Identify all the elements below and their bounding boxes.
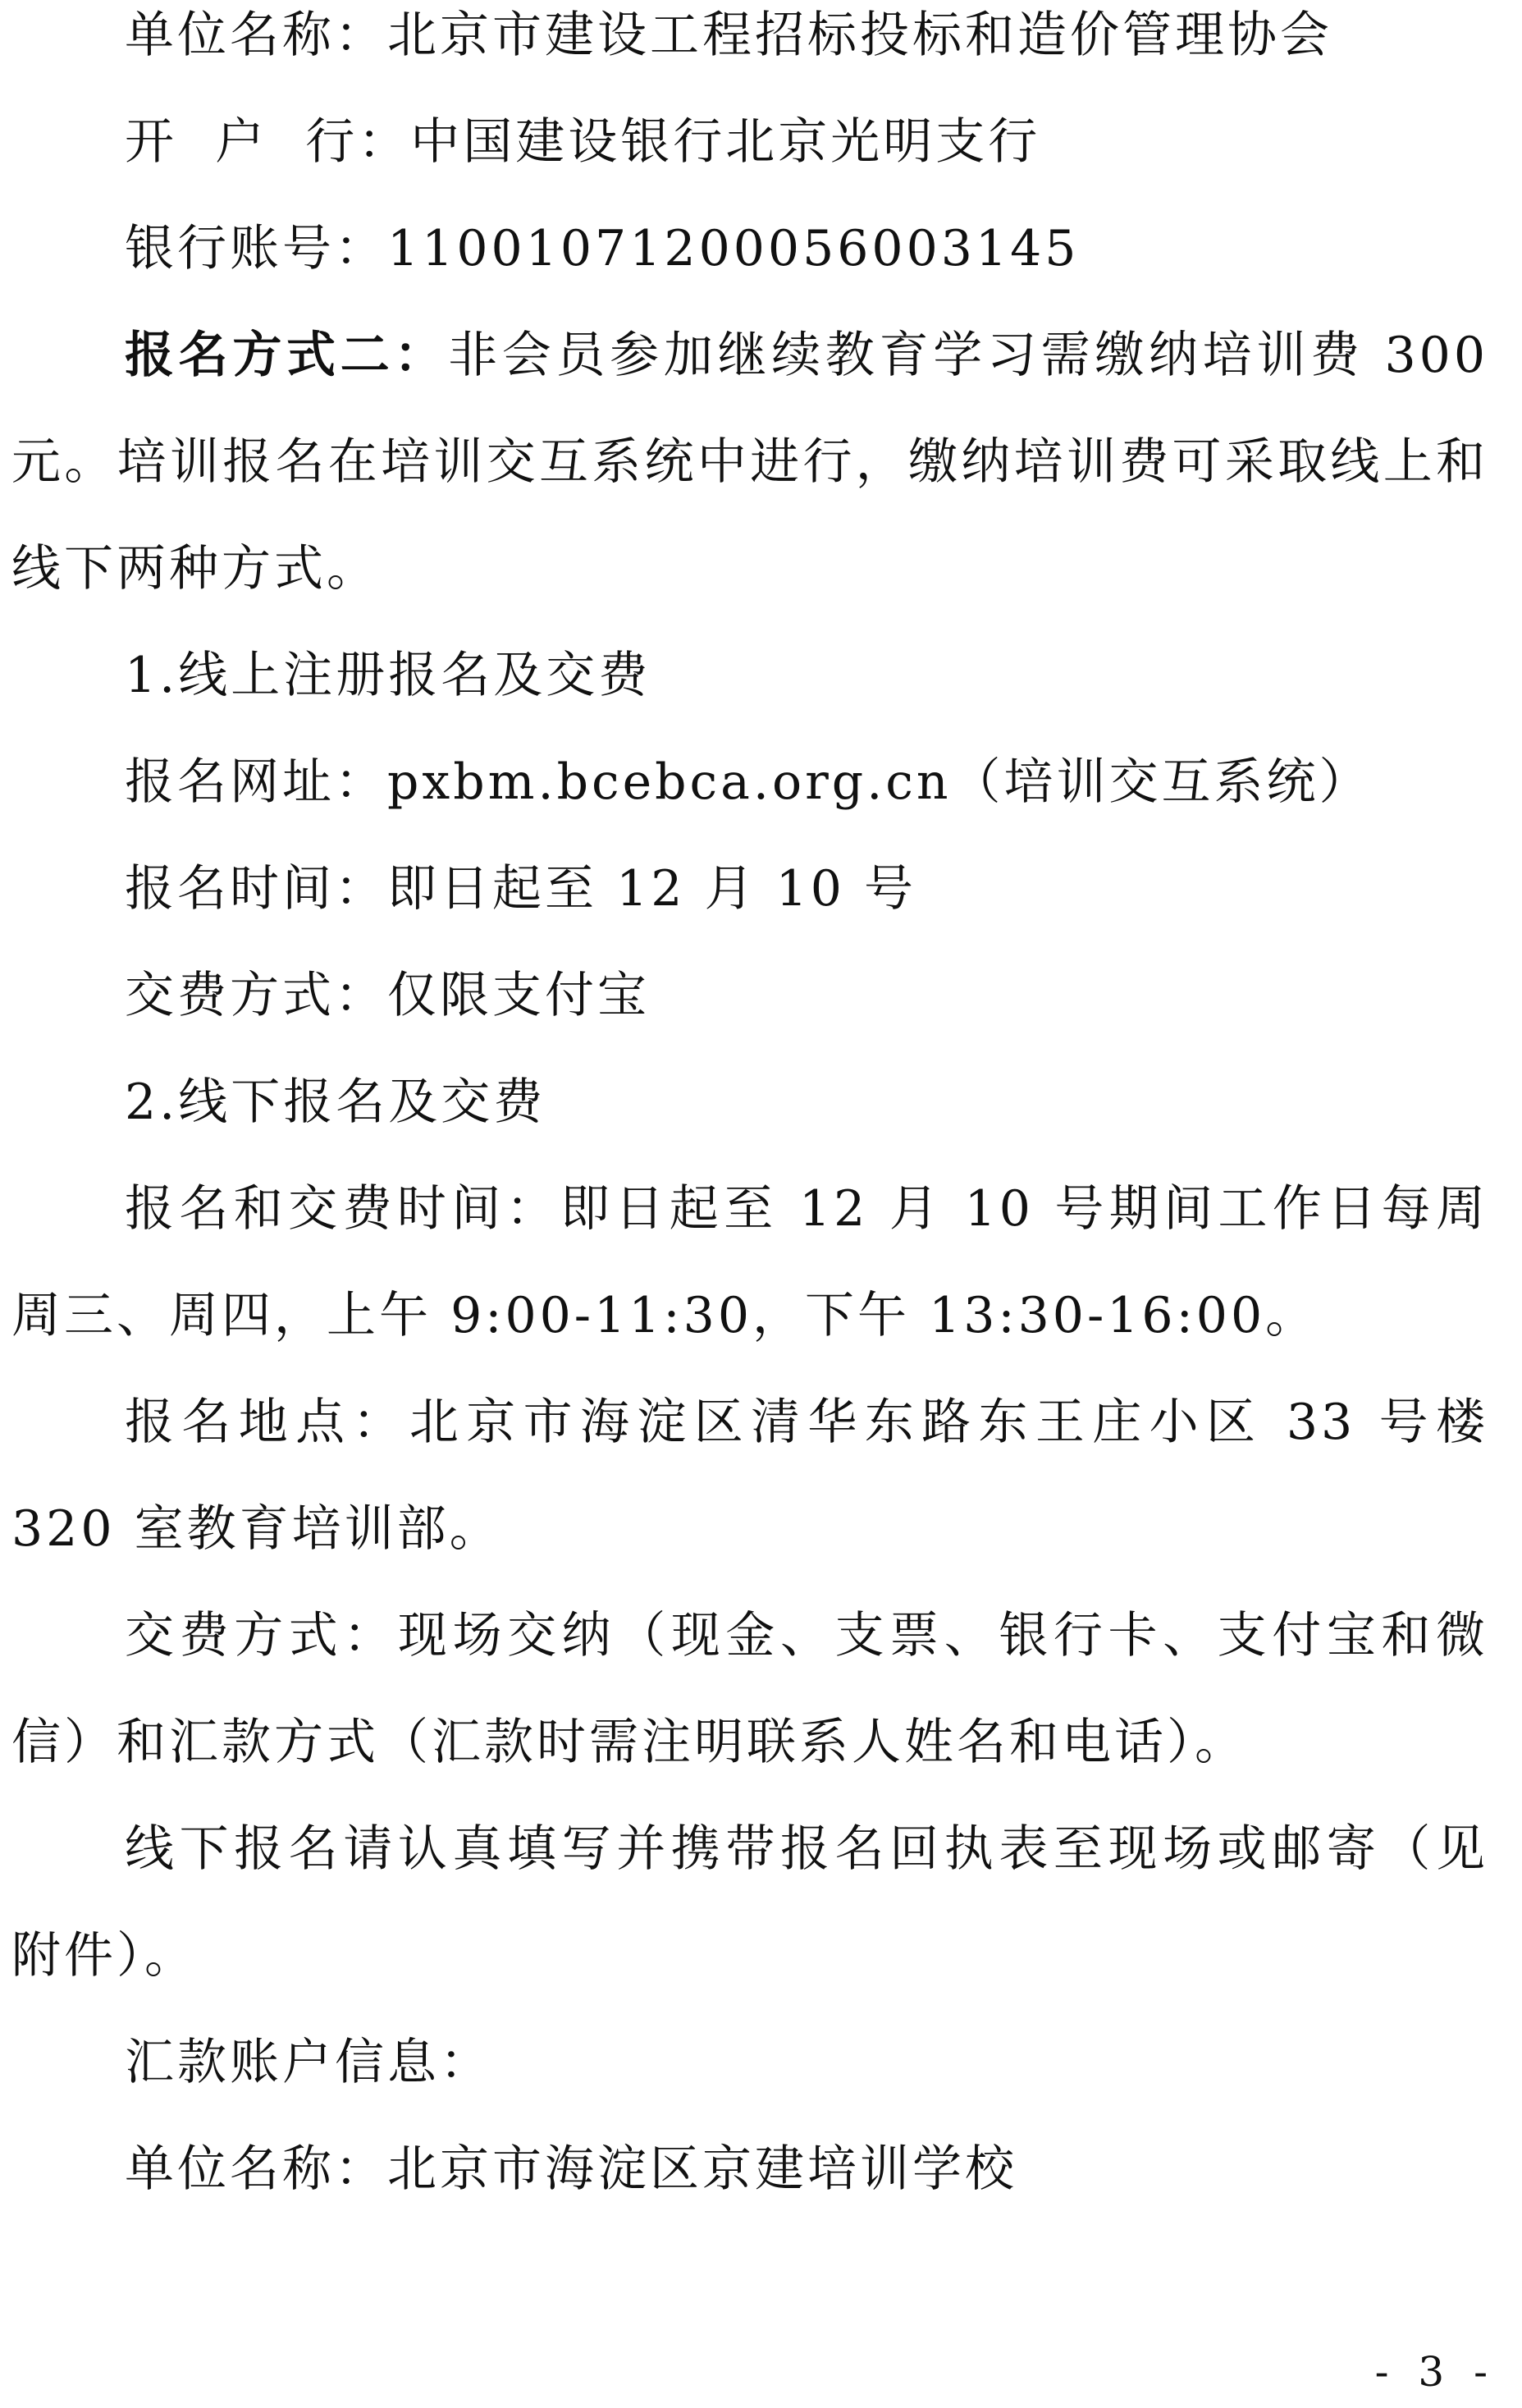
unit-name-line: 单位名称：北京市建设工程招标投标和造价管理协会 (125, 7, 1332, 64)
method2-text: 非会员参加继续教育学习需缴纳培训费 300 元。培训报名在培训交互系统中进行，缴纳培训费可采取线上和线下两种方式。 (11, 327, 1489, 597)
offline-time: 报名和交费时间：即日起至 12 月 10 号期间工作日每周周三、周四，上午 9:00-11:30，下午 13:30-16:00。 (11, 1180, 1488, 1344)
method2-label: 报名方式二： (125, 327, 449, 384)
remit-heading: 汇款账户信息： (125, 2034, 492, 2091)
offline-form: 线下报名请认真填写并携带报名回执表至现场或邮寄（见附件）。 (11, 1820, 1488, 1985)
method2-paragraph (11, 302, 1488, 622)
document-body (11, 0, 1488, 2223)
offline-payment: 交费方式：现场交纳（现金、支票、银行卡、支付宝和微信）和汇款方式（汇款时需注明联系人姓名和电话）。 (11, 1607, 1488, 1771)
remit-unit: 单位名称：北京市海淀区京建培训学校 (125, 2140, 1017, 2198)
account-line: 银行账号：11001071200056003145 (125, 220, 1080, 277)
online-heading: 1.线上注册报名及交费 (125, 647, 651, 704)
online-url: 报名网址：pxbm.bcebca.org.cn（培训交互系统） (125, 753, 1372, 811)
online-time: 报名时间：即日起至 12 月 10 号 (125, 860, 916, 918)
bank-line: 开 户 行：中国建设银行北京光明支行 (125, 113, 1041, 171)
offline-heading: 2.线下报名及交费 (125, 1074, 546, 1131)
offline-location: 报名地点：北京市海淀区清华东路东王庄小区 33 号楼 320 室教育培训部。 (11, 1394, 1488, 1558)
online-payment: 交费方式：仅限支付宝 (125, 967, 650, 1024)
page-number: - 3 - (1374, 2348, 1496, 2396)
